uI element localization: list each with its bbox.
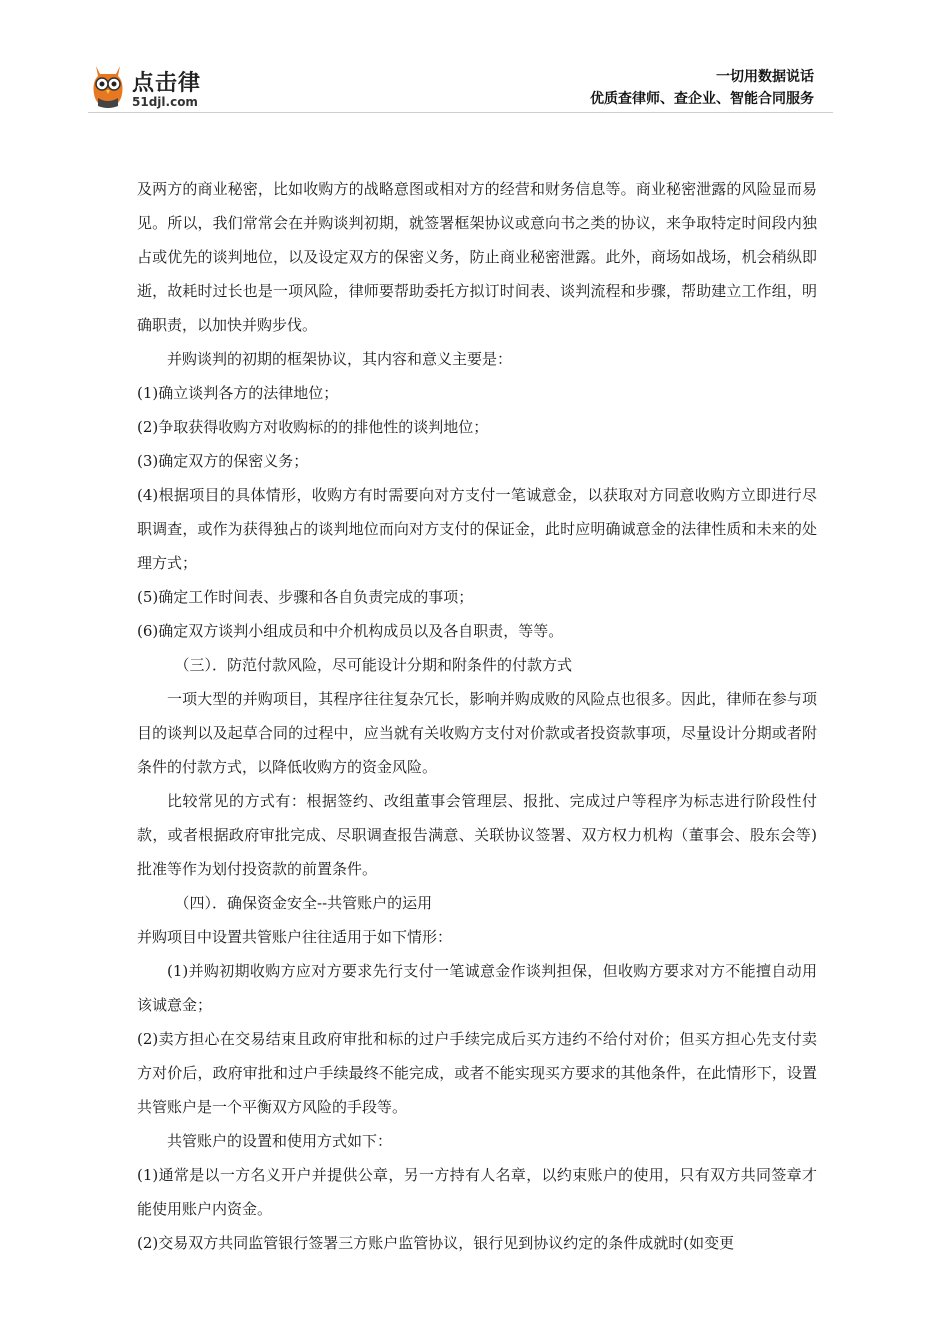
list-item: (1)通常是以一方名义开户并提供公章，另一方持有人名章，以约束账户的使用，只有双方共同签章才能使用账户内资金。 bbox=[137, 1166, 817, 1218]
paragraph: 比较常见的方式有：根据签约、改组董事会管理层、报批、完成过户等程序为标志进行阶段性付款，或者根据政府审批完成、尽职调查报告满意、关联协议签署、双方权力机构（董事会、股东会等)批准等作为划付投资款的前置条件。 bbox=[137, 792, 817, 878]
list-item: (5)确定工作时间表、步骤和各自负责完成的事项； bbox=[137, 588, 474, 606]
slogan-line-2: 优质查律师、查企业、智能合同服务 bbox=[590, 91, 814, 107]
paragraph: 并购项目中设置共管账户往往适用于如下情形： bbox=[137, 928, 453, 946]
logo-url[interactable]: 51djl.com bbox=[132, 95, 198, 109]
paragraph: 并购谈判的初期的框架协议，其内容和意义主要是： bbox=[167, 350, 513, 368]
header-divider bbox=[88, 112, 833, 113]
paragraph: 及两方的商业秘密，比如收购方的战略意图或相对方的经营和财务信息等。商业秘密泄露的风险显而易见。所以，我们常常会在并购谈判初期，就签署框架协议或意向书之类的协议，来争取特定时间段内独占或优先的谈判地位，以及设定双方的保密义务，防止商业秘密泄露。此外，商场如战场，机会稍纵即逝，故耗时过长也是一项风险，律师要帮助委托方拟订时间表、谈判流程和步骤，帮助建立工作组，明确职责，以加快并购步伐。 bbox=[137, 180, 817, 334]
list-item: (1)确立谈判各方的法律地位； bbox=[137, 384, 339, 402]
paragraph: 一项大型的并购项目，其程序往往复杂冗长，影响并购成败的风险点也很多。因此，律师在参与项目的谈判以及起草合同的过程中，应当就有关收购方支付对价款或者投资款事项，尽量设计分期或者附条件的付款方式，以降低收购方的资金风险。 bbox=[137, 690, 817, 776]
logo-name: 点击律 bbox=[132, 71, 202, 96]
page-header bbox=[0, 0, 950, 120]
owl-logo-icon bbox=[88, 62, 128, 112]
header-slogan bbox=[590, 66, 814, 110]
list-item: (2)交易双方共同监管银行签署三方账户监管协议，银行见到协议约定的条件成就时(如变更 bbox=[137, 1234, 735, 1252]
section-heading-4: （四）．确保资金安全--共管账户的运用 bbox=[174, 894, 433, 912]
list-item: (2)争取获得收购方对收购标的的排他性的谈判地位； bbox=[137, 418, 489, 436]
logo[interactable] bbox=[88, 62, 238, 116]
paragraph: 共管账户的设置和使用方式如下： bbox=[167, 1132, 393, 1150]
list-item: (1)并购初期收购方应对方要求先行支付一笔诚意金作谈判担保，但收购方要求对方不能擅自动用该诚意金； bbox=[137, 962, 817, 1014]
slogan-line-1: 一切用数据说话 bbox=[716, 69, 814, 85]
section-heading-3: （三）．防范付款风险，尽可能设计分期和附条件的付款方式 bbox=[174, 656, 573, 674]
list-item: (2)卖方担心在交易结束且政府审批和标的过户手续完成后买方违约不给付对价；但买方担心先支付卖方对价后，政府审批和过户手续最终不能完成，或者不能实现买方要求的其他条件，在此情形下，设置共管账户是一个平衡双方风险的手段等。 bbox=[137, 1030, 817, 1116]
document-body bbox=[137, 172, 817, 1260]
list-item: (3)确定双方的保密义务； bbox=[137, 452, 309, 470]
list-item: (4)根据项目的具体情形，收购方有时需要向对方支付一笔诚意金，以获取对方同意收购方立即进行尽职调查，或作为获得独占的谈判地位而向对方支付的保证金，此时应明确诚意金的法律性质和未来的处理方式； bbox=[137, 486, 817, 572]
list-item: (6)确定双方谈判小组成员和中介机构成员以及各自职责，等等。 bbox=[137, 622, 564, 640]
